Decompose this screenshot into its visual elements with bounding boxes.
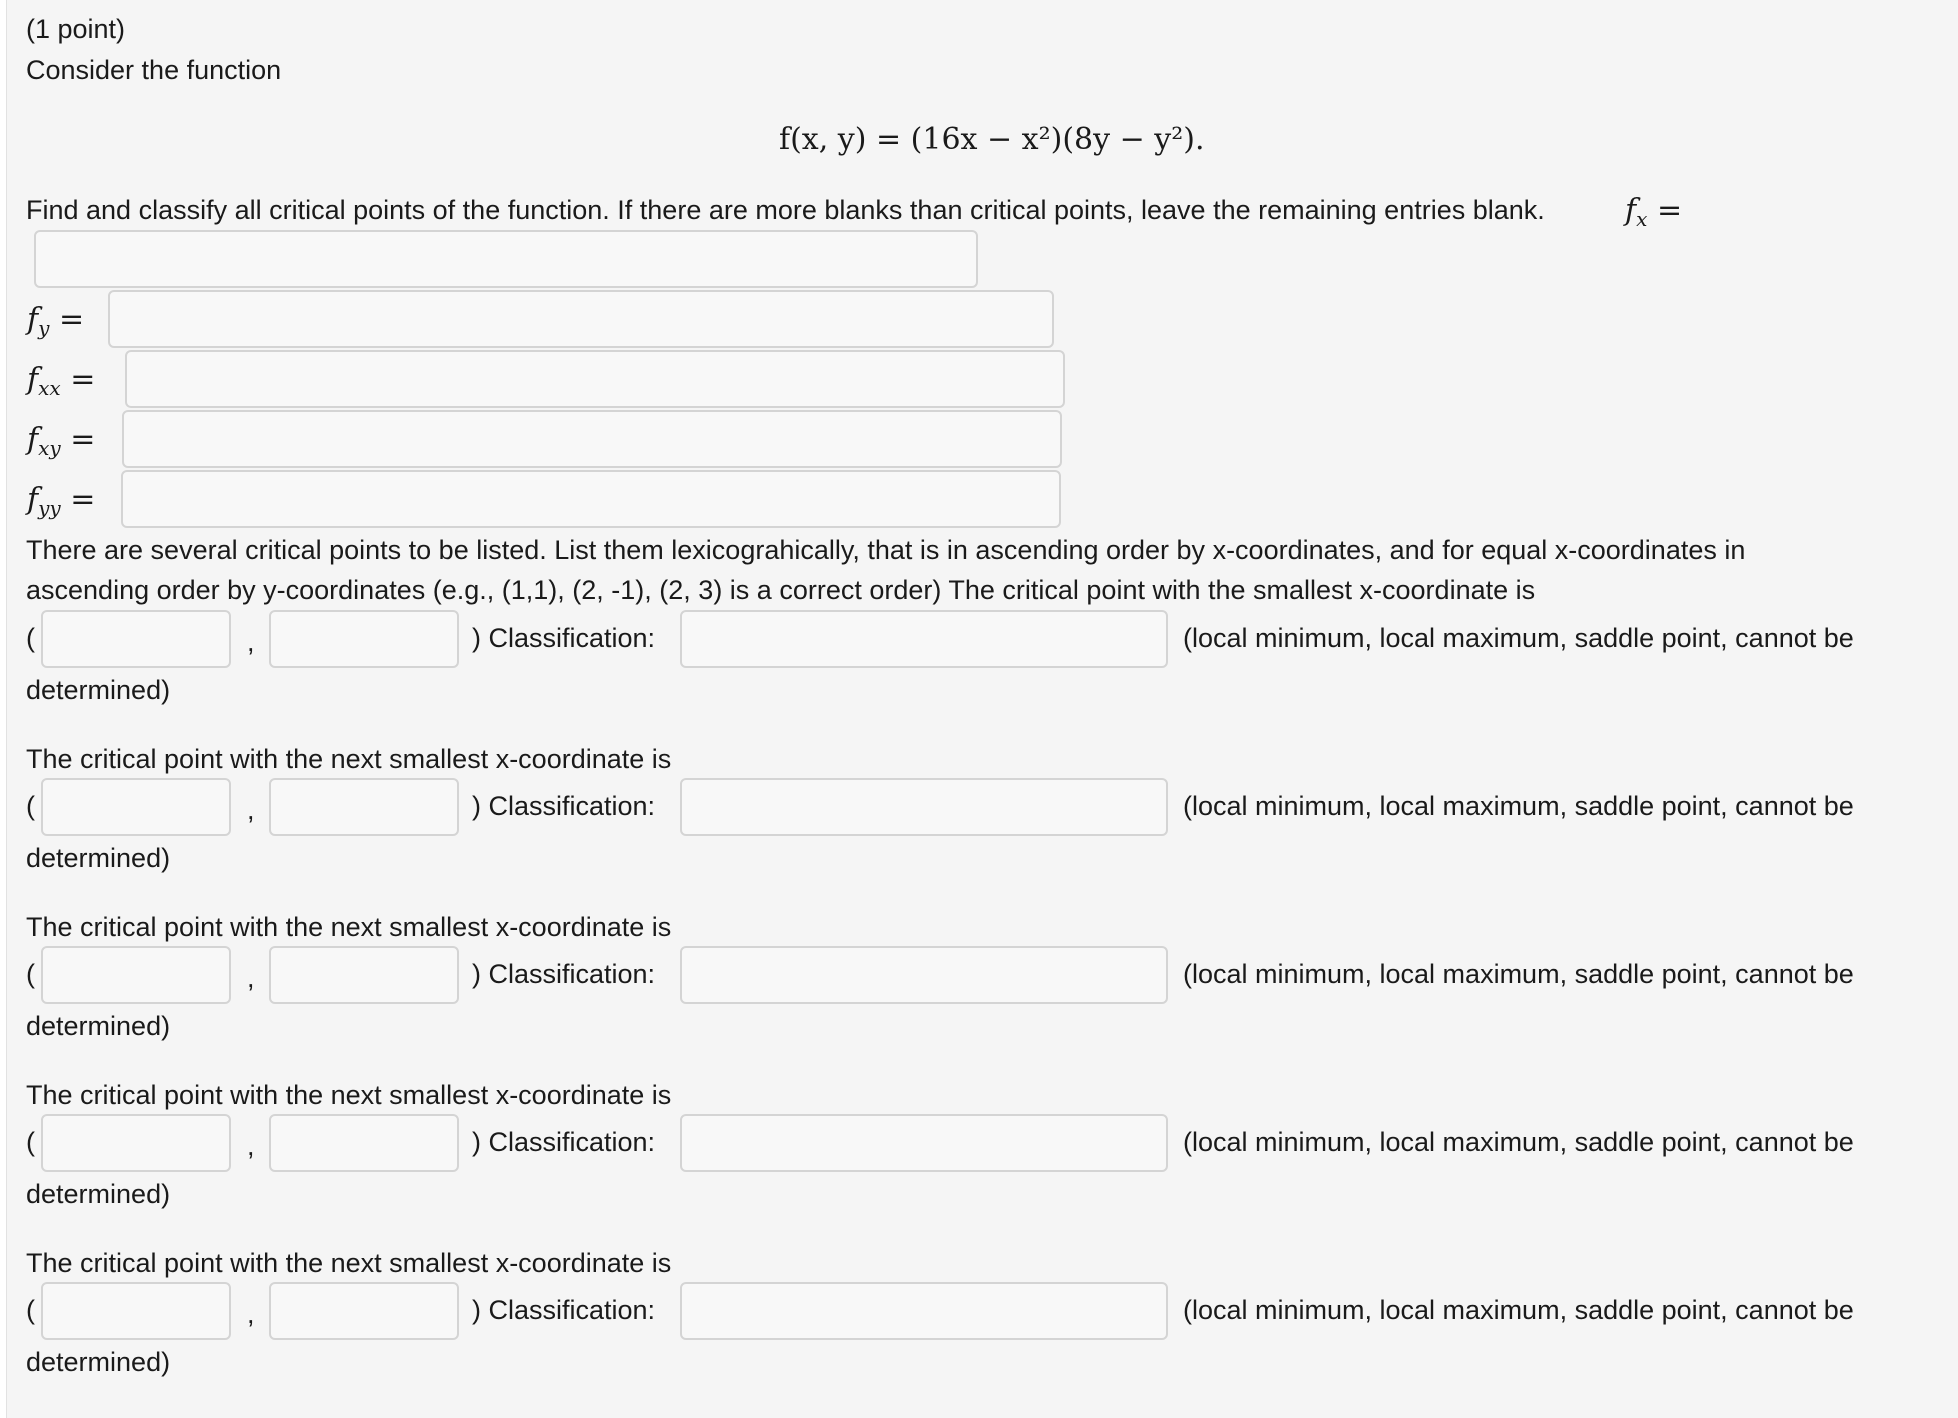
classification-options-hint-end: determined)	[26, 1179, 171, 1209]
comma: ,	[247, 1299, 255, 1329]
fx-label: $f_x$ =	[1625, 193, 1683, 231]
next-point-prompt-2: The critical point with the next smallest x-coordinate is	[26, 744, 672, 774]
point-1-y-input[interactable]	[269, 610, 459, 668]
classification-label: ) Classification:	[472, 623, 656, 653]
point-3-classification-input[interactable]	[680, 946, 1168, 1004]
fyy-input[interactable]	[121, 470, 1061, 528]
point-3-y-input[interactable]	[269, 946, 459, 1004]
classification-options-hint: (local minimum, local maximum, saddle point, cannot be	[1183, 623, 1854, 653]
classification-label: ) Classification:	[472, 1295, 656, 1325]
fy-input[interactable]	[108, 290, 1054, 348]
classification-label: ) Classification:	[472, 959, 656, 989]
point-4-x-input[interactable]	[41, 1114, 231, 1172]
fyy-label: $f_{yy}$ =	[27, 482, 96, 520]
point-2-x-input[interactable]	[41, 778, 231, 836]
open-paren: (	[26, 791, 35, 821]
point-5-y-input[interactable]	[269, 1282, 459, 1340]
critical-points-instructions-line2: ascending order by y-coordinates (e.g., (1,1), (2, -1), (2, 3) is a correct order) The critical point with the smallest x-coordinate is	[26, 575, 1536, 605]
instructions-text: Find and classify all critical points of the function. If there are more blanks than critical points, leave the remaining entries blank.	[26, 195, 1545, 225]
next-point-prompt-4: The critical point with the next smallest x-coordinate is	[26, 1080, 672, 1110]
classification-options-hint-end: determined)	[26, 1011, 171, 1041]
fxy-label: $f_{xy}$ =	[27, 422, 96, 460]
critical-points-instructions-line1: There are several critical points to be listed. List them lexicograhically, that is in ascending order by x-coordinates, and for equal x-coordinates in	[26, 535, 1746, 565]
point-1-x-input[interactable]	[41, 610, 231, 668]
point-3-x-input[interactable]	[41, 946, 231, 1004]
classification-options-hint: (local minimum, local maximum, saddle point, cannot be	[1183, 1295, 1854, 1325]
point-1-classification-input[interactable]	[680, 610, 1168, 668]
fxy-input[interactable]	[122, 410, 1062, 468]
open-paren: (	[26, 959, 35, 989]
point-2-y-input[interactable]	[269, 778, 459, 836]
next-point-prompt-3: The critical point with the next smallest x-coordinate is	[26, 912, 672, 942]
fxx-label: $f_{xx}$ =	[27, 362, 96, 400]
open-paren: (	[26, 1295, 35, 1325]
comma: ,	[247, 963, 255, 993]
classification-options-hint: (local minimum, local maximum, saddle point, cannot be	[1183, 1127, 1854, 1157]
classification-options-hint-end: determined)	[26, 1347, 171, 1377]
classification-options-hint: (local minimum, local maximum, saddle point, cannot be	[1183, 959, 1854, 989]
intro-text: Consider the function	[26, 55, 282, 85]
classification-options-hint-end: determined)	[26, 675, 171, 705]
points-label: (1 point)	[26, 14, 126, 44]
comma: ,	[247, 795, 255, 825]
point-4-y-input[interactable]	[269, 1114, 459, 1172]
comma: ,	[247, 1131, 255, 1161]
function-equation: f(x, y) = (16x − x²)(8y − y²).	[779, 122, 1205, 157]
problem-panel	[6, 0, 1958, 1418]
fy-label: $f_y$ =	[27, 302, 85, 340]
open-paren: (	[26, 1127, 35, 1157]
point-5-x-input[interactable]	[41, 1282, 231, 1340]
classification-label: ) Classification:	[472, 1127, 656, 1157]
classification-options-hint-end: determined)	[26, 843, 171, 873]
classification-label: ) Classification:	[472, 791, 656, 821]
comma: ,	[247, 627, 255, 657]
point-4-classification-input[interactable]	[680, 1114, 1168, 1172]
fxx-input[interactable]	[125, 350, 1065, 408]
point-2-classification-input[interactable]	[680, 778, 1168, 836]
next-point-prompt-5: The critical point with the next smallest x-coordinate is	[26, 1248, 672, 1278]
open-paren: (	[26, 623, 35, 653]
point-5-classification-input[interactable]	[680, 1282, 1168, 1340]
fx-input[interactable]	[34, 230, 978, 288]
classification-options-hint: (local minimum, local maximum, saddle point, cannot be	[1183, 791, 1854, 821]
